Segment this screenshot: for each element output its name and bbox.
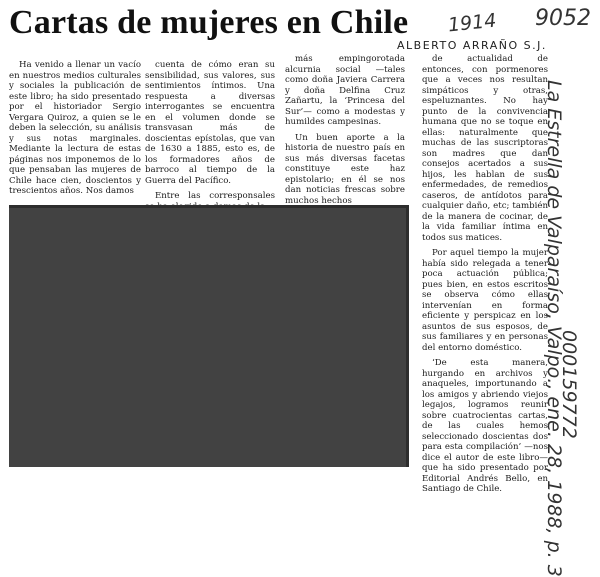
text-column-4 xyxy=(422,54,548,494)
paragraph: cuenta de cómo eran su sensibilidad, sus valores, sus sentimientos íntimos. Una respuesta a diversas interrogantes se encuentra en el volumen donde se transvasan más de doscientas epístolas, que van de 1630 a 1885, esto es, de los formadores años de barroco al tiempo de la Guerra del Pacífico. xyxy=(145,60,275,186)
paragraph: más empingorotada alcurnia social —tales como doña Javiera Carrera y doña Delfina Cruz Zañartu, la ‘Princesa del Sur’— como a modestas y humildes campesinas. xyxy=(285,54,405,127)
paragraph: Por aquel tiempo la mujer había sido relegada a tener poca actuación pública; pues bien, en estos escritos se observa cómo ellas intervenían en forma eficiente y perspicaz en los asuntos de sus esposos, de sus familiares y en personas del entorno doméstico. xyxy=(422,248,548,353)
paragraph: de actualidad de entonces, con pormenores que a veces nos resultan simpáticos y otras, espeluznantes. No hay punto de la convivencia humana que no se toque en ellas: naturalmente que muchas de las suscriptoras son madres que dan consejos acertados a sus hijos, les hablan de sus enfermedades, de remedios caseros, de antídotos para cualquier daño, etc; también de la manera de cocinar, de la vida familiar íntima en todos sus matices. xyxy=(422,54,548,243)
handwritten-source: La Estrella de Valparaíso, Valpo., xyxy=(543,80,565,391)
handwritten-code: 9052 xyxy=(535,6,591,31)
article-photo xyxy=(9,205,409,467)
article-byline: ALBERTO ARRAÑO S.J. xyxy=(397,39,547,52)
text-column-2 xyxy=(145,60,275,205)
handwritten-archive-id: 000159772 xyxy=(558,330,580,439)
paragraph: Entre las corresponsales xyxy=(155,191,275,201)
text-column-3 xyxy=(285,54,405,204)
paragraph: ‘De esta manera, hurgando en archivos y anaqueles, importunando a los amigos y abriendo viejos legajos, logramos reunir sobre cuatrocientas cartas, de las cuales hemos seleccionado doscientas dos para esta compilación’ —nos dice el autor de este libro— que ha sido presentado por Editorial Andrés Bello, en Santiago de Chile. xyxy=(422,358,548,494)
article-title: Cartas de mujeres en Chile xyxy=(9,4,409,41)
paragraph: Un buen aporte a la historia de nuestro país en sus más diversas facetas constituye este haz epistolario; en él se nos dan noticias frescas sobre muchos hechos xyxy=(285,132,405,206)
text-column-1 xyxy=(9,60,141,200)
handwritten-date: ene. 28, 1988, p. 3 xyxy=(543,396,565,577)
paragraph: Ha venido a llenar un vacío en nuestros medios culturales y sociales la publicación de este libro; ha sido presentado por el historiador Sergio Vergara Quiroz, a quien se le deben la selección, su análisis y sus notas marginales. Mediante la lectura de estas páginas nos imponemos de lo que pensaban las mujeres de Chile hace cien, doscientos y trescientos años. Nos damos xyxy=(9,60,141,196)
handwritten-year: 1914 xyxy=(446,9,498,37)
